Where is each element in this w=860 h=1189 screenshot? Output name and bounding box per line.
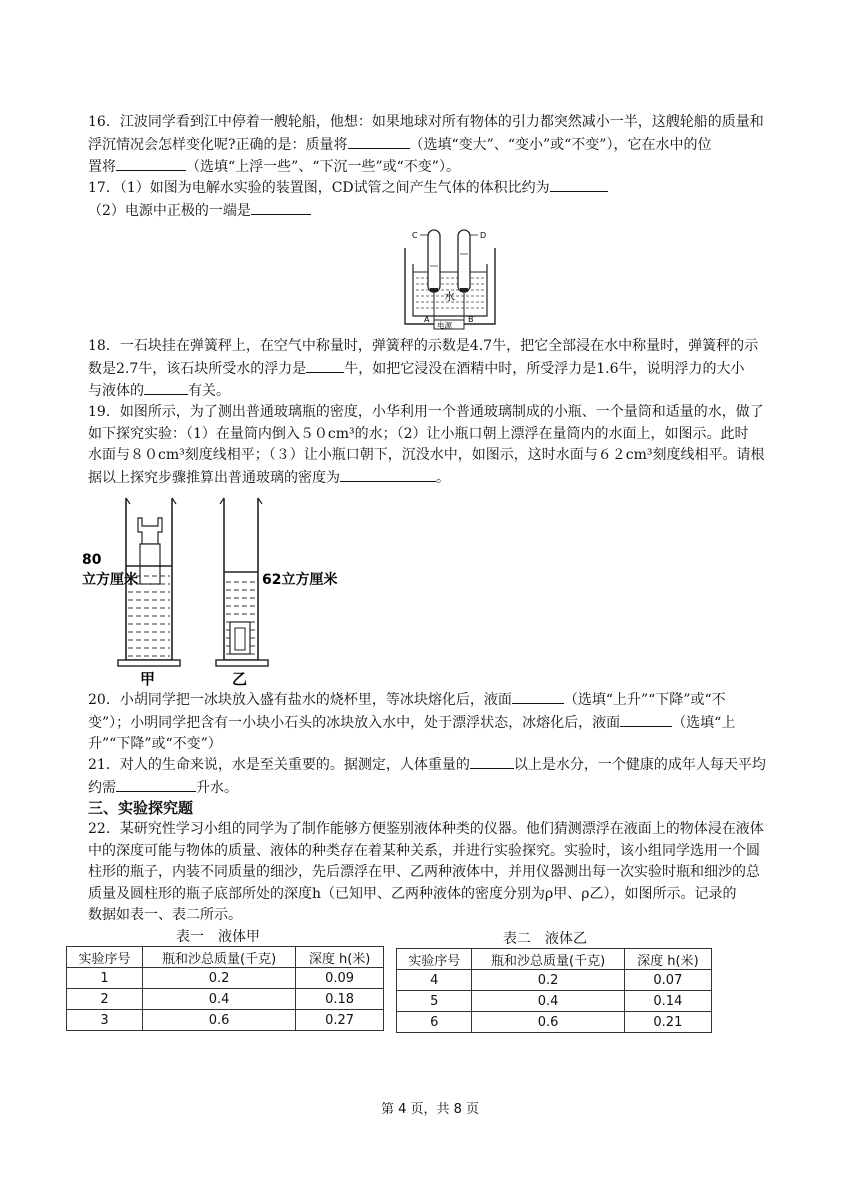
q20-line1: [88, 689, 798, 712]
table-cell: 4: [397, 970, 472, 991]
answer-blank[interactable]: [116, 156, 186, 171]
q22-line1: 22．某研究性学习小组的同学为了制作能够方便鉴别液体种类的仪器。他们猜测漂浮在液面上的物体浸在液体: [88, 821, 764, 837]
q19-line2: 如下探究实验：（1）在量筒内倒入５０cm³的水；（2）让小瓶口朝上漂浮在量筒内的水面上，如图示。此时: [88, 425, 749, 442]
table-cell: 0.6: [472, 1012, 624, 1033]
q22-line3: 柱形的瓶子，内装不同质量的细沙，先后漂浮在甲、乙两种液体中，并用仪器测出每一次实验时瓶和细沙的总: [88, 864, 760, 880]
q21-text: 以上是水分，一个健康的成年人每天平均: [513, 757, 766, 773]
q19-line4: [88, 467, 798, 490]
table-cell: 3: [67, 1010, 143, 1031]
table-row: [397, 1012, 712, 1033]
section-heading: 三、实验探究题: [88, 799, 194, 817]
table-cell: 1: [67, 968, 143, 989]
q16-line1: 16．江波同学看到江中停着一艘轮船，他想：如果地球对所有物体的引力都突然减小一半，这艘轮船的质量和: [88, 114, 764, 130]
column-header: 深度 h(米): [624, 949, 711, 970]
q17-line1: [88, 177, 798, 200]
answer-blank[interactable]: [348, 134, 410, 149]
q19-line3: 水面与８０cm³刻度线相平；（３）让小瓶口朝下，沉没水中，如图示，这时水面与６２cm³刻度线相平。请根: [88, 447, 765, 463]
label-water: 水: [444, 290, 455, 303]
answer-blank[interactable]: [306, 358, 344, 373]
table-row: [67, 968, 384, 989]
answer-blank[interactable]: [251, 200, 311, 215]
question-17: [88, 177, 798, 222]
table-header-row: [67, 947, 384, 968]
column-header: 实验序号: [397, 949, 472, 970]
table-header-row: [397, 949, 712, 970]
table-cell: 0.18: [296, 989, 384, 1010]
q22-line4: 质量及圆柱形的瓶子底部所处的深度h（已知甲、乙两种液体的密度分别为ρ甲、ρ乙），如图所示。记录的: [88, 885, 737, 902]
label-62: 62立方厘米: [262, 572, 338, 588]
q18-line1: 18．一石块挂在弹簧秤上，在空气中称量时，弹簧秤的示数是4.7牛，把它全部浸在水中称量时，弹簧秤的示: [88, 338, 759, 354]
q19-text: 据以上探究步骤推算出普通玻璃的密度为: [88, 469, 340, 486]
question-22: [88, 819, 798, 927]
column-header: 瓶和沙总质量(千克): [142, 947, 295, 968]
q16-text: 置将: [88, 159, 116, 175]
table-cell: 0.09: [296, 968, 384, 989]
table1-caption: 表一 液体甲: [176, 929, 260, 945]
table-cell: 5: [397, 991, 472, 1012]
table-cell: 6: [397, 1012, 472, 1033]
question-16: [88, 112, 798, 179]
q16-text: （选填“变大”、“变小”或“不变”），它在水中的位: [409, 136, 712, 153]
q16-text: （选填“上浮一些”、“下沉一些”或“不变”）。: [186, 159, 460, 175]
q18-text: 有关。: [188, 383, 230, 399]
q21-text: 约需: [88, 779, 116, 796]
q19-line1: 19．如图所示，为了测出普通玻璃瓶的密度，小华利用一个普通玻璃制成的小瓶、一个量筒和适量的水，做了: [88, 404, 764, 420]
q18-text: 牛，如把它浸没在酒精中时，所受浮力是1.6牛，说明浮力的大小: [344, 360, 745, 377]
q20-text: 变”）；小明同学把含有一小块小石头的冰块放入水中，处于漂浮状态，冰熔化后，液面: [88, 714, 621, 731]
question-19: [88, 402, 798, 489]
table-cell: 2: [67, 989, 143, 1010]
label-c: C: [412, 231, 418, 240]
q18-text: 与液体的: [88, 383, 144, 399]
answer-blank[interactable]: [512, 689, 564, 704]
q22-line2: 中的深度可能与物体的质量、液体的种类存在着某种关系，并进行实验探究。实验时，该小组同学选用一个圆: [88, 842, 760, 859]
table-cell: 0.6: [142, 1010, 295, 1031]
table-liquid-yi: [396, 948, 712, 1033]
table-row: [397, 991, 712, 1012]
q21-line2: [88, 777, 798, 800]
answer-blank[interactable]: [116, 777, 196, 792]
answer-blank[interactable]: [550, 177, 608, 192]
q19-text: 。: [436, 469, 450, 486]
page-footer: 第 4 页，共 8 页: [380, 1102, 480, 1117]
table-cell: 0.27: [296, 1010, 384, 1031]
table-cell: 0.14: [624, 991, 711, 1012]
q17-line2: [88, 200, 798, 223]
table-row: [67, 989, 384, 1010]
table-cell: 0.2: [472, 970, 624, 991]
label-jia: 甲: [140, 670, 156, 688]
q21-text: 21．对人的生命来说，水是至关重要的。据测定，人体重量的: [88, 757, 470, 773]
answer-blank[interactable]: [340, 467, 436, 482]
table-cell: 0.07: [624, 970, 711, 991]
q18-line2: [88, 358, 798, 381]
label-yi: 乙: [232, 670, 248, 688]
label-power: 电源: [437, 321, 452, 330]
q20-line3: 升”“下降”或“不变”）: [88, 736, 222, 752]
q20-text: （选填“上: [672, 714, 736, 731]
q18-line3: [88, 380, 798, 403]
q21-line1: [88, 754, 798, 777]
q20-line2: [88, 712, 798, 735]
q20-text: 20．小胡同学把一冰块放入盛有盐水的烧杯里，等冰块熔化后，液面: [88, 692, 512, 708]
table-cell: 0.2: [142, 968, 295, 989]
question-21: [88, 754, 798, 799]
column-header: 实验序号: [67, 947, 143, 968]
answer-blank[interactable]: [620, 712, 672, 727]
answer-blank[interactable]: [144, 380, 188, 395]
table2-caption: 表二 液体乙: [503, 931, 587, 947]
label-a: A: [424, 315, 430, 324]
q17-text: （2）电源中正极的一端是: [88, 202, 251, 219]
label-d: D: [480, 231, 487, 240]
question-18: [88, 336, 798, 403]
table-liquid-jia: [66, 946, 384, 1031]
q22-line5: 数据如表一、表二所示。: [88, 907, 242, 923]
answer-blank[interactable]: [470, 754, 514, 769]
table-row: [397, 970, 712, 991]
q16-line3: [88, 156, 798, 179]
graduated-cylinders-figure: [80, 494, 360, 688]
table-row: [67, 1010, 384, 1031]
table-cell: 0.21: [624, 1012, 711, 1033]
table-cell: 0.4: [472, 991, 624, 1012]
column-header: 瓶和沙总质量(千克): [472, 949, 624, 970]
q16-text: 浮沉情况会怎样变化呢?正确的是：质量将: [88, 136, 348, 153]
label-b: B: [468, 315, 474, 324]
q21-text: 升水。: [196, 779, 238, 796]
q20-text: （选填“上升”“下降”或“不: [563, 692, 726, 708]
table-cell: 0.4: [142, 989, 295, 1010]
question-20: [88, 689, 798, 756]
q18-text: 数是2.7牛，该石块所受水的浮力是: [88, 360, 307, 377]
electrolysis-apparatus-figure: [400, 226, 500, 330]
label-80: 80: [82, 552, 102, 568]
q17-text: 17．（1）如图为电解水实验的装置图，CD试管之间产生气体的体积比约为: [88, 180, 550, 196]
column-header: 深度 h(米): [296, 947, 384, 968]
label-unit-left: 立方厘米: [82, 572, 138, 588]
q16-line2: [88, 134, 798, 157]
